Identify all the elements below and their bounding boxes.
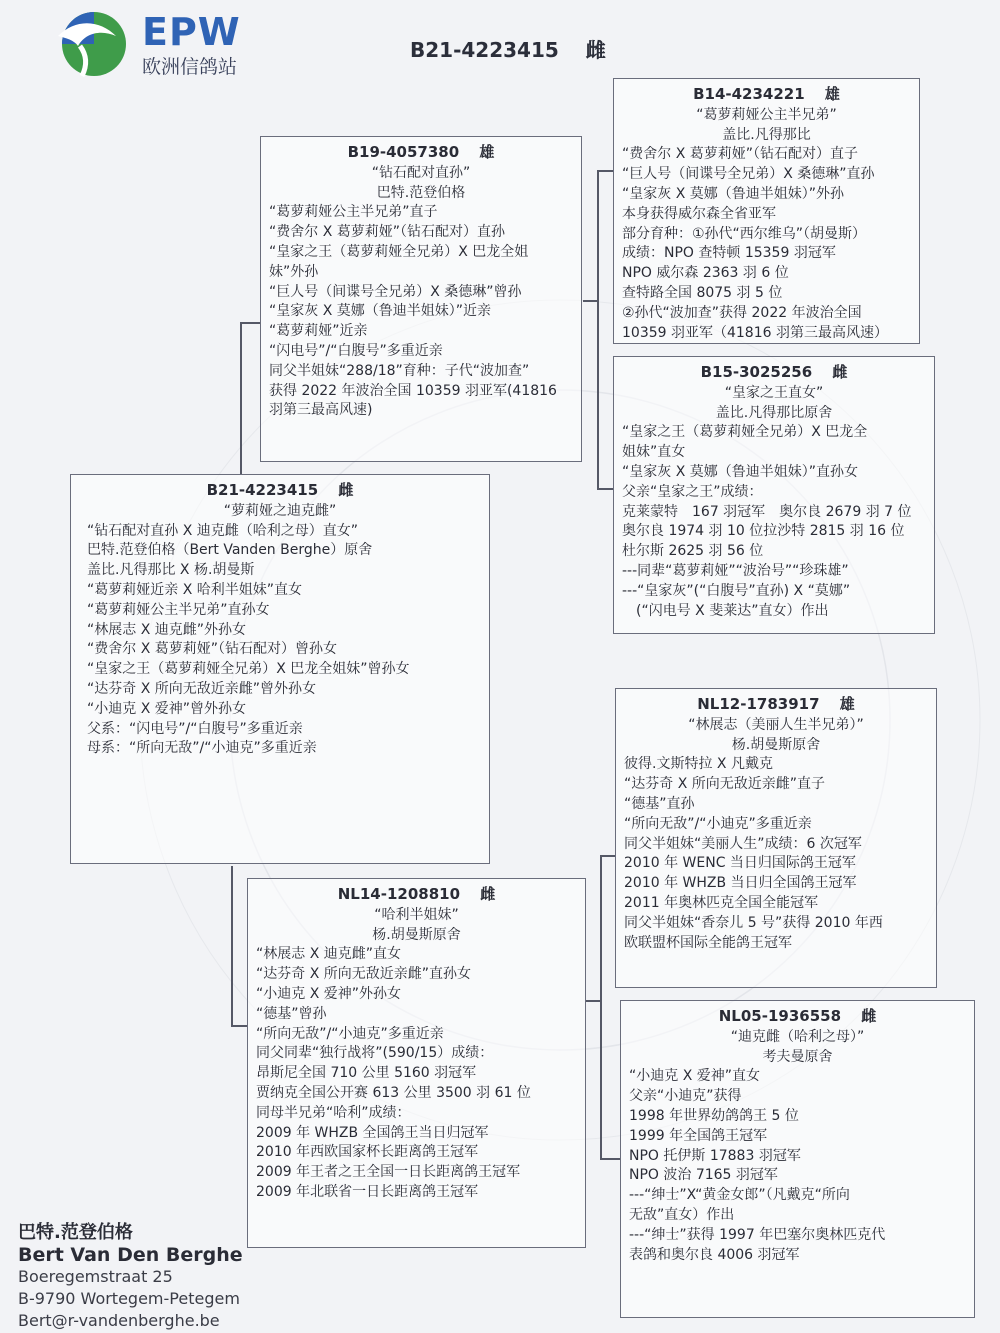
brand-name: EPW <box>142 10 241 54</box>
pedigree-line: 1999 年全国鸽王冠军 <box>629 1127 768 1144</box>
pedigree-line: 1998 年世界幼鸽鸽王 5 位 <box>629 1107 799 1124</box>
pedigree-lines <box>79 522 481 760</box>
brand-subtitle: 欧洲信鸽站 <box>142 56 238 78</box>
pedigree-line: 杜尔斯 2625 羽 56 位 <box>622 543 764 560</box>
nickname: “林展志（美丽人生半兄弟）” <box>688 716 864 733</box>
nickname: “钻石配对直孙” <box>371 164 471 181</box>
pedigree-line: 父系：“闪电号”/“白腹号”多重近亲 <box>87 720 303 737</box>
pedigree-line: “德基”直孙 <box>624 795 695 812</box>
pedigree-line: 2010 年 WHZB 当日归全国鸽王冠军 <box>624 875 857 892</box>
nickname: “葛萝莉娅公主半兄弟” <box>696 106 837 123</box>
ring-number: B21-4223415 雌 <box>206 481 354 499</box>
connector-line <box>231 866 233 1026</box>
pedigree-lines <box>269 203 573 421</box>
subject-box <box>70 474 490 864</box>
pedigree-line: ---“绅士”X“黄金女郎”（凡戴克“所向 <box>629 1187 850 1204</box>
pedigree-line: “闪电号”/“白腹号”多重近亲 <box>269 342 443 359</box>
pedigree-line: ---“绅士”获得 1997 年巴塞尔奥林匹克代 <box>629 1226 886 1243</box>
pedigree-line: 彼得.文斯特拉 X 凡戴克 <box>624 756 773 773</box>
pedigree-line: 昂斯尼全国 710 公里 5160 羽冠军 <box>256 1065 477 1082</box>
pedigree-line: 妹”外孙 <box>269 263 319 280</box>
dam-sire-box <box>615 688 937 988</box>
pedigree-line: “巨人号（间谍号全兄弟）X 桑德琳”直孙 <box>622 166 875 183</box>
pedigree-line: 同父半姐妹“美丽人生”成绩：6 次冠军 <box>624 835 862 852</box>
pedigree-line: 2009 年王者之王全国一日长距离鸽王冠军 <box>256 1164 521 1181</box>
city-address: B-9790 Wortegem-Petegem <box>18 1289 240 1308</box>
connector-line <box>240 322 242 474</box>
nickname: “哈利半姐妹” <box>374 906 459 923</box>
pedigree-line: “皇家之王（葛萝莉娅全兄弟）X 巴龙全姐妹”曾孙女 <box>87 661 410 678</box>
nickname: “皇家之王直女” <box>724 384 824 401</box>
ring-number: NL12-1783917 雄 <box>697 695 855 713</box>
pedigree-line: “达芬奇 X 所向无敌近亲雌”直孙女 <box>256 966 471 983</box>
pedigree-line: 盖比.凡得那比 X 杨.胡曼斯 <box>87 562 255 579</box>
pedigree-line: 2009 年 WHZB 全国鸽王当日归冠军 <box>256 1124 489 1141</box>
pedigree-line: 奥尔良 1974 羽 10 位拉沙特 2815 羽 16 位 <box>622 523 905 540</box>
pedigree-line: 2010 年西欧国家杯长距离鸽王冠军 <box>256 1144 479 1161</box>
breeder: 盖比.凡得那比原舍 <box>715 404 833 421</box>
connector-line <box>586 1000 602 1002</box>
pedigree-line: 贾纳克全国公开赛 613 公里 3500 羽 61 位 <box>256 1084 531 1101</box>
breeder: 杨.胡曼斯原舍 <box>731 736 821 753</box>
breeder: 杨.胡曼斯原舍 <box>372 926 461 943</box>
pedigree-line: 本身获得威尔森全省亚军 <box>622 205 776 222</box>
pedigree-line: ---同辈“葛萝莉娅”“波治号”“珍珠雄” <box>622 562 849 579</box>
pedigree-line: 同母半兄弟“哈利”成绩： <box>256 1104 411 1121</box>
pedigree-line: NPO 托伊斯 17883 羽冠军 <box>629 1147 801 1164</box>
pedigree-lines <box>622 423 926 621</box>
pedigree-line: “皇家灰 X 莫娜（鲁迪半姐妹）”外孙 <box>622 185 844 202</box>
dam-dam-box <box>620 1000 975 1318</box>
pedigree-line: 2011 年奥林匹克全国全能冠军 <box>624 894 819 911</box>
pedigree-line: 2010 年 WENC 当日归国际鸽王冠军 <box>624 855 856 872</box>
pedigree-line: 无敌”直女）作出 <box>629 1206 735 1223</box>
connector-line <box>597 170 599 490</box>
pedigree-lines <box>624 755 928 953</box>
connector-line <box>231 1025 247 1027</box>
pedigree-line: ---“皇家灰”(“白腹号”直孙) X “莫娜” <box>622 582 851 599</box>
pedigree-lines <box>622 145 911 343</box>
page-title: B21-4223415 雌 <box>410 38 606 62</box>
connector-line <box>597 488 613 490</box>
nickname: “迪克雌（哈利之母）” <box>730 1028 865 1045</box>
pedigree-lines <box>256 945 577 1202</box>
pedigree-line: “德基”曾孙 <box>256 1005 327 1022</box>
pedigree-line: “皇家之王（葛萝莉娅全兄弟）X 巴龙全姐 <box>269 243 529 260</box>
pedigree-line: 同父半姐妹“香奈儿 5 号”获得 2010 年西 <box>624 914 883 931</box>
pedigree-line: 同父同辈“独行战将”(590/15）成绩： <box>256 1045 494 1062</box>
pedigree-lines <box>629 1067 966 1265</box>
pedigree-line: 成绩：NPO 查特顿 15359 羽冠军 <box>622 245 836 262</box>
pedigree-line: 母系：“所向无敌”/“小迪克”多重近亲 <box>87 740 317 757</box>
sire-dam-box <box>613 356 935 634</box>
breeder-name-cn: 巴特.范登伯格 <box>18 1222 133 1243</box>
pedigree-line: (“闪电号 X 斐莱达”直女）作出 <box>622 602 829 619</box>
connector-line <box>240 322 260 324</box>
ring-number: NL05-1936558 雌 <box>718 1007 877 1025</box>
pedigree-line: “小迪克 X 爱神”直女 <box>629 1068 760 1085</box>
pigeon-globe-icon <box>56 6 132 82</box>
street-address: Boeregemstraat 25 <box>18 1267 173 1286</box>
pedigree-line: “葛萝莉娅近亲 X 哈利半姐妹”直女 <box>87 581 302 598</box>
pedigree-line: “巨人号（间谍号全兄弟）X 桑德琳”曾孙 <box>269 283 522 300</box>
pedigree-line: 部分育种：①孙代“西尔维乌”（胡曼斯） <box>622 225 867 242</box>
pedigree-line: 2009 年北联省一日长距离鸽王冠军 <box>256 1183 479 1200</box>
connector-line <box>583 300 599 302</box>
breeder-contact <box>18 1222 243 1332</box>
pedigree-line: “葛萝莉娅”近亲 <box>269 323 368 340</box>
breeder: 考夫曼原舍 <box>762 1048 833 1065</box>
breeder-name-en: Bert Van Den Berghe <box>18 1244 243 1266</box>
pedigree-line: “费舍尔 X 葛萝莉娅”（钻石配对）直子 <box>622 146 858 163</box>
pedigree-line: “林展志 X 迪克雌”直女 <box>256 946 401 963</box>
ring-number: B14-4234221 雄 <box>693 85 840 103</box>
pedigree-line: “钻石配对直孙 X 迪克雌（哈利之母）直女” <box>87 522 358 539</box>
pedigree-line: 同父半姐妹“288/18”育种：子代“波加查” <box>269 362 530 379</box>
pedigree-line: “林展志 X 迪克雌”外孙女 <box>87 621 246 638</box>
pedigree-line: “皇家灰 X 莫娜（鲁迪半姐妹）”直孙女 <box>622 463 858 480</box>
pedigree-line: ②孙代“波加查”获得 2022 年波治全国 <box>622 304 862 321</box>
pedigree-line: NPO 威尔森 2363 羽 6 位 <box>622 265 789 282</box>
nickname: “萝莉娅之迪克雌” <box>223 502 337 519</box>
connector-line <box>600 855 615 857</box>
connector-line <box>597 170 613 172</box>
pedigree-line: 巴特.范登伯格（Bert Vanden Berghe）原舍 <box>87 542 373 559</box>
pedigree-line: “葛萝莉娅公主半兄弟”直孙女 <box>87 601 270 618</box>
breeder: 巴特.范登伯格 <box>376 184 466 201</box>
pedigree-line: 欧联盟杯国际全能鸽王冠军 <box>624 934 792 951</box>
pedigree-line: “费舍尔 X 葛萝莉娅”（钻石配对）直孙 <box>269 224 505 241</box>
ring-number: NL14-1208810 雌 <box>337 885 496 903</box>
pedigree-line: “所向无敌”/“小迪克”多重近亲 <box>256 1025 444 1042</box>
pedigree-line: 10359 羽亚军（41816 羽第三最高风速） <box>622 324 888 341</box>
pedigree-line: “达芬奇 X 所向无敌近亲雌”直子 <box>624 776 825 793</box>
sire-sire-box <box>613 78 920 344</box>
pedigree-line: 羽第三最高风速) <box>269 402 373 419</box>
ring-number: B19-4057380 雄 <box>347 143 495 161</box>
sire-box <box>260 136 582 462</box>
pedigree-line: “小迪克 X 爱神”外孙女 <box>256 985 401 1002</box>
dam-box <box>247 878 586 1248</box>
pedigree-line: “葛萝莉娅公主半兄弟”直子 <box>269 204 438 221</box>
pedigree-line: 获得 2022 年波治全国 10359 羽亚军(41816 <box>269 382 557 399</box>
pedigree-line: 表鸽和奥尔良 4006 羽冠军 <box>629 1246 800 1263</box>
epw-logo <box>56 6 256 82</box>
connector-line <box>600 1158 620 1160</box>
pedigree-line: “皇家灰 X 莫娜（鲁迪半姐妹）”近亲 <box>269 303 491 320</box>
email-link[interactable]: Bert@r-vandenberghe.be <box>18 1311 220 1330</box>
pedigree-line: “皇家之王（葛萝莉娅全兄弟）X 巴龙全 <box>622 424 868 441</box>
pedigree-line: 姐妹”直女 <box>622 444 686 461</box>
breeder: 盖比.凡得那比 <box>722 126 811 143</box>
pedigree-line: 父亲“小迪克”获得 <box>629 1088 742 1105</box>
pedigree-line: “费舍尔 X 葛萝莉娅”（钻石配对）曾孙女 <box>87 641 337 658</box>
pedigree-line: “达芬奇 X 所向无敌近亲雌”曾外孙女 <box>87 680 316 697</box>
pedigree-line: 父亲“皇家之王”成绩： <box>622 483 763 500</box>
pedigree-line: 查特路全国 8075 羽 5 位 <box>622 284 783 301</box>
pedigree-line: 克莱蒙特 167 羽冠军 奥尔良 2679 羽 7 位 <box>622 503 912 520</box>
pedigree-line: “所向无敌”/“小迪克”多重近亲 <box>624 815 812 832</box>
pedigree-line: “小迪克 X 爱神”曾外孙女 <box>87 700 246 717</box>
connector-line <box>600 855 602 1160</box>
ring-number: B15-3025256 雌 <box>700 363 848 381</box>
pedigree-line: NPO 波治 7165 羽冠军 <box>629 1167 778 1184</box>
